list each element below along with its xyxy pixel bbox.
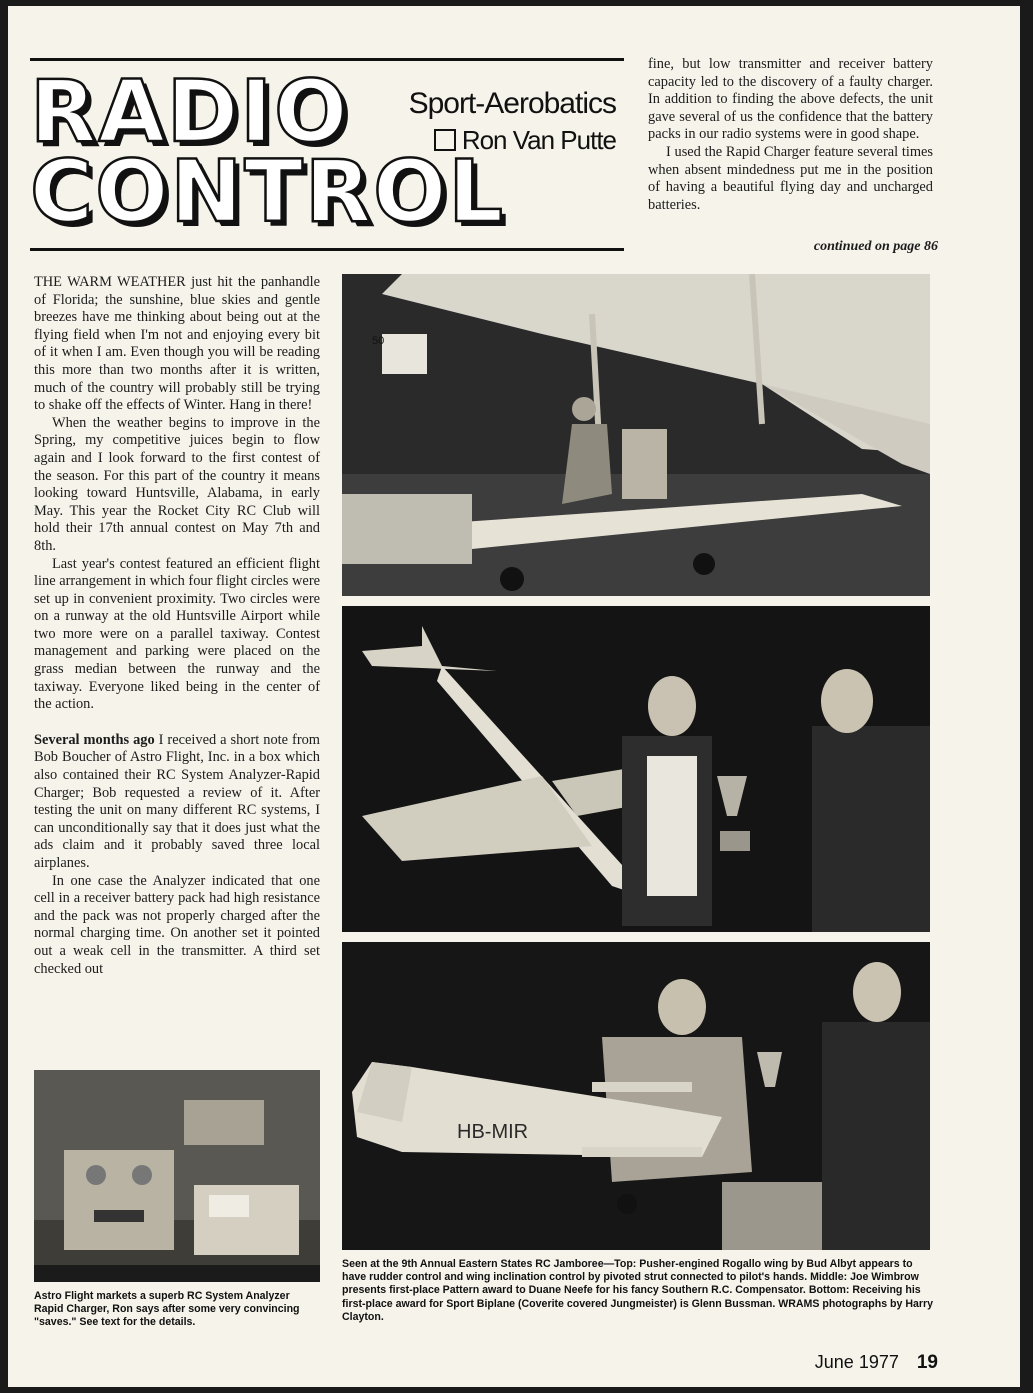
- registration-lettering: HB-MIR: [457, 1121, 529, 1143]
- photo-pattern-award: [342, 606, 930, 932]
- header-bottom-rule: [30, 248, 624, 251]
- paragraph-body: I received a short note from Bob Boucher of Astro Flight, Inc. in a box which also contained their RC System Analyzer-Rapid Charger; Bob requested a review of it. After testing the unit on many different RC systems, I can unconditionally say that it does just what the ads claim and it probably saved three local airplanes.: [34, 731, 320, 871]
- header-top-rule: [30, 58, 624, 61]
- lead-in: Several months ago: [34, 731, 155, 748]
- left-column-text: [34, 274, 320, 978]
- issue-date: June 1977: [814, 1352, 899, 1372]
- paragraph: When the weather begins to improve in the Spring, my competitive juices begin to flow again and I look forward to the first contest of the season. For this part of the country it means looking toward Huntsville, Alabama, in early May. This year the Rocket City RC Club will hold their 17th annual contest on May 7th and 8th.: [34, 414, 320, 554]
- paragraph: Last year's contest featured an efficient flight line arrangement in which four flight circles were set up in convenient proximity. Two circles were on a runway at the old Huntsville Airport while two more were on a parallel taxiway. Contest management and parking were placed on the grass median between the runway and the taxiway. Everyone liked being in the center of the action.: [34, 555, 320, 713]
- photo-biplane-award: [342, 942, 930, 1250]
- tail-number: 50: [372, 335, 385, 347]
- masthead-line-control: CONTROL: [30, 142, 505, 242]
- checkbox-square-icon: [434, 129, 456, 151]
- page-number: 19: [916, 1352, 938, 1373]
- page-footer: [815, 1352, 938, 1374]
- right-column-text: [648, 56, 933, 214]
- caption-jamboree: Seen at the 9th Annual Eastern States RC Jamboree—Top: Pusher-engined Rogallo wing by Bud Albyt appears to have rudder control and wing inclination control by pivoted strut connected to pilot's hands. Middle: Joe Wimbrow presents first-place Pattern award to Duane Neefe for his fancy Southern R.C. Compensator. Bottom: Receiving his first-place award for Sport Biplane (Coverite covered Jungmeister) is Glenn Bussman. WRAMS photographs by Harry Clayton.: [342, 1258, 934, 1323]
- author-name: Ron Van Putte: [461, 125, 616, 155]
- paragraph: [34, 274, 320, 415]
- photo-rogallo-wing: [342, 274, 930, 596]
- magazine-page: [8, 6, 1020, 1387]
- author-byline: [434, 124, 616, 156]
- continued-note: continued on page 86: [813, 239, 938, 254]
- paragraph: In one case the Analyzer indicated that one cell in a receiver battery pack had high resistance and the pack was not properly charged after the normal charging time. On another set it pointed out a weak cell in the transmitter. A third set checked out: [34, 872, 320, 977]
- paragraph: [34, 732, 320, 873]
- paragraph: fine, but low transmitter and receiver battery capacity led to the discovery of a faulty charger. In addition to finding the above defects, the unit gave several of us the confidence that the battery packs in our radio systems were in good shape.: [648, 56, 933, 143]
- photo-rc-analyzer: [34, 1070, 320, 1282]
- paragraph: I used the Rapid Charger feature several times when absent mindedness put me in the position of having a beautiful flying day and uncharged batteries.: [648, 143, 933, 213]
- caption-analyzer: Astro Flight markets a superb RC System Analyzer Rapid Charger, Ron says after some very convincing "saves." See text for the details.: [34, 1290, 300, 1329]
- column-title: Sport-Aerobatics: [408, 87, 616, 120]
- paragraph-body: just hit the panhandle of Florida; the sunshine, blue skies and gentle breezes have me thinking about being out at the flying field when I'm not and enjoying every bit of it when I am. Even though you will be reading this more than two months after it is written, much of the country will probably still be trying to shake off the effects of Winter. Hang in there!: [34, 274, 320, 414]
- lead-in: THE WARM WEATHER: [34, 274, 186, 290]
- masthead-line-radio: RADIO: [30, 62, 350, 162]
